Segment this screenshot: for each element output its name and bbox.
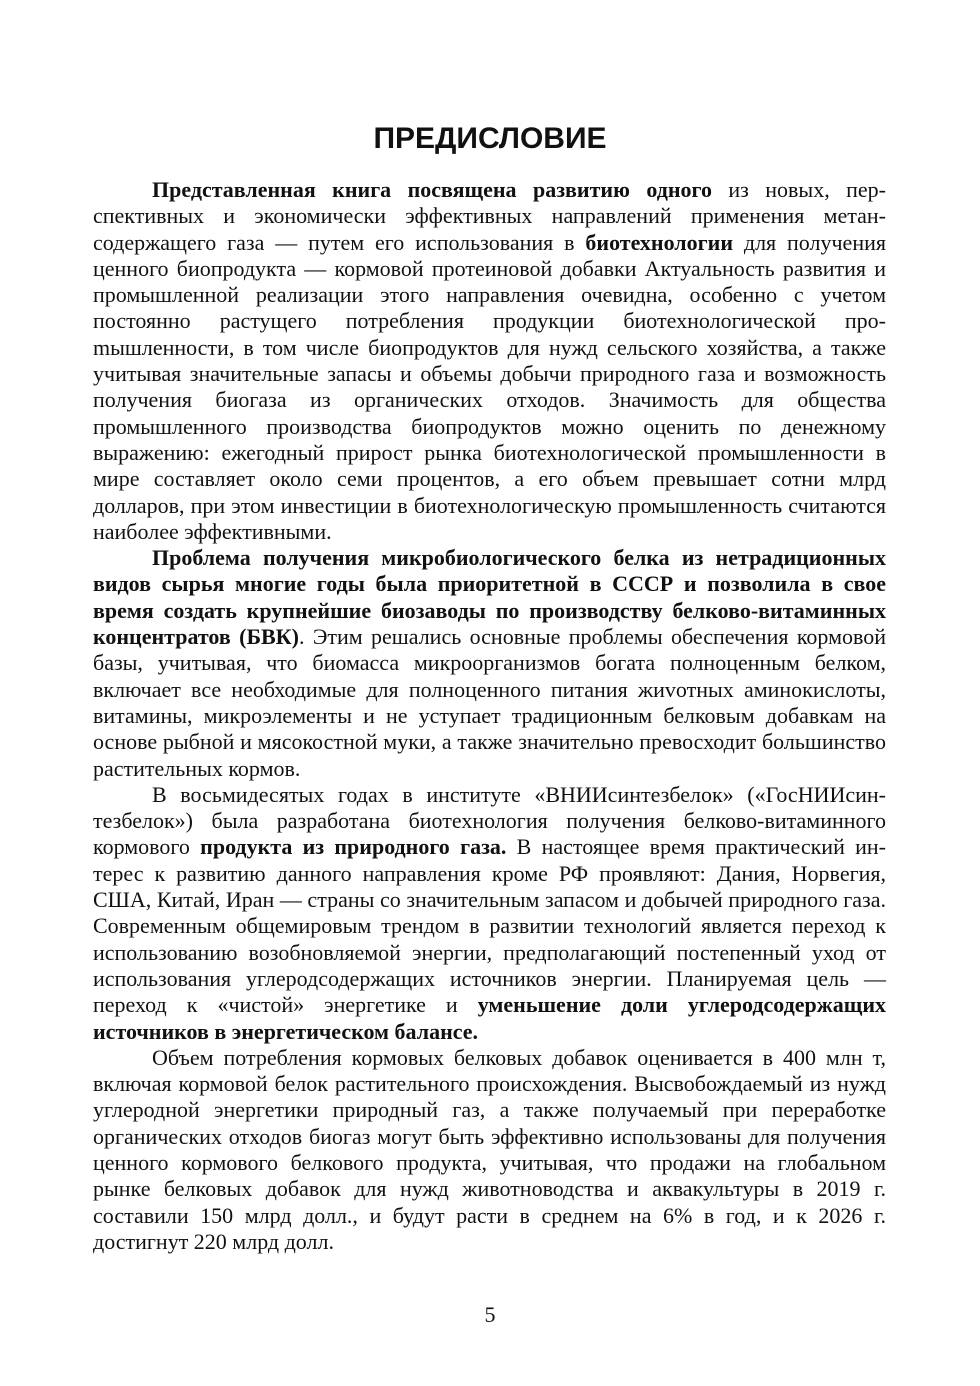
paragraph-text-segment: В восьмидесятых годах в институте «ВНИИсинтезбелок» («ГосНИИсинтезбелок») была разработана биотехнология получения белково-витаминного кормового [93,781,886,860]
paragraph-text-segment: продукта из природного газа. [200,834,507,860]
page-title: ПРЕДИСЛОВИЕ [373,122,607,155]
paragraph-2 [93,545,886,782]
paragraph-text-segment: для получения ценного биопродукта — кормовой протеиновой добавки Актуальность развития и промышленной реализации этого направления очевидна, особенно с учетом постоянно растущего потребления продукции биотехнологической проmышленности, в том числе биопродуктов для нужд сельского хозяйства, а также учитывая значительные запасы и объемы добычи природного газа и возможность получения биогаза из органических отходов. Значимость для общества промышленного производства биопродуктов можно оценить по денежному выражению: ежегодный прирост рынка биотехнологической промышленности в мире составляет около семи процентов, а его объем превышает сотни млрд долларов, при этом инвестиции в биотехнологическую промышленность считаются наиболее эффективными. [93,229,886,544]
paragraph-text-segment: . Этим решались основные проблемы обеспечения кормовой базы, учитывая, что биомасса микроорганизмов богата полноценным белком, включает все необходимые для полноценного питания жиvотных аминокислоты, витамины, микроэлементы и не уступает традиционным белковым добавкам на основе рыбной и мясокостной муки, а также значительно превосходит большинство растительных кормов. [93,624,887,781]
paragraph-text-segment: Представленная книга посвящена развитию одного [152,177,712,202]
paragraph-text-segment: уменьшение доли углеродсодержащих источников в энергетическом балансе. [93,992,886,1044]
paragraph-text-segment: биотехнологии [585,229,733,255]
document-body [93,177,886,1255]
paragraph-text-segment: из новых, перспективных и экономически эффективных направлений применения метансодержащего газа — путем его использования в [93,177,886,255]
paragraph-text-segment: Проблема получения микробиологического белка из нетрадиционных видов сырья многие годы была приоритетной в СССР и позволила в свое время создать крупнейшие биозаводы по производству белково-витаминных концентратов (БВК) [93,545,886,650]
paragraph-text-segment: В настоящее время практический интерес к развитию данного направления кроме РФ проявляют: Дания, Норвегия, США, Китай, Иран — страны со значительным запасом и добычей природного газа. Современным общемировым трендом в развитии технологий является переход к использованию возобновляемой энергии, предполагающий постепенный уход от использования углеродсодержащих источников энергии. Планируемая цель — переход к «чистой» энергетике и [93,834,886,1018]
paragraph-1 [93,177,886,545]
paragraph-text-segment: Объем потребления кормовых белковых добавок оценивается в 400 млн т, включая кормовой белок растительного происхождения. Высвобождаемый из нужд углеродной энергетики природный газ, а также получаемый при переработке органических отходов биогаз могут быть эффективно использованы для получения ценного кормового белкового продукта, учитывая, что продажи на глобальном рынке белковых добавок для нужд животноводства и аквакультуры в 2019 г. составили 150 млрд долл., и будут расти в среднем на 6% в год, и к 2026 г. достигнут 220 млрд долл. [93,1044,886,1254]
page-number: 5 [484,1302,496,1327]
paragraph-4 [93,1045,886,1255]
paragraph-3 [93,782,886,1045]
